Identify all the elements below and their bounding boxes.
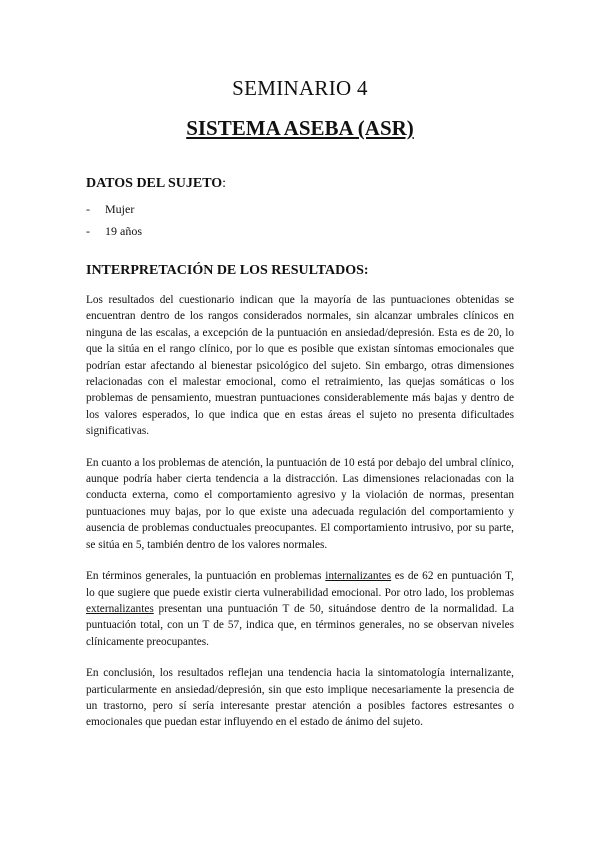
results-heading: INTERPRETACIÓN DE LOS RESULTADOS: [86, 263, 369, 278]
subject-data-heading [86, 176, 226, 192]
paragraph-overview: Los resultados del cuestionario indican que la mayoría de las puntuaciones obtenidas se encuentran dentro de los rangos considerados normales, sin alcanzar umbrales clínicos en ninguna de las escalas, a excepción de la puntuación en ansiedad/depresión. Esta es de 20, lo que la sitúa en el rango clínico, por lo que es posible que existan síntomas emocionales que podrían estar afectando al bienestar psicológico del sujeto. Sin embargo, otras dimensiones relacionadas con el malestar emocional, como el retraimiento, las quejas somáticas o los problemas de pensamiento, muestran puntuaciones considerablemente más bajas y dentro de los valores esperados, lo que indica que en estas áreas el sujeto no presenta dificultades significativas. [86, 294, 514, 438]
list-bullet: - [86, 202, 90, 216]
internalizing-term: internalizantes [325, 570, 392, 583]
externalizing-term: externalizantes [86, 602, 154, 615]
subject-age: 19 años [105, 224, 142, 238]
list-bullet: - [86, 224, 90, 238]
subject-heading-colon: : [222, 176, 227, 191]
paragraph-general-part-2: es de 62 en puntuación T, lo que sugiere que puede existir cierta vulnerabilidad emocional. Por otro lado, los problemas [86, 570, 514, 599]
paragraph-general [86, 568, 514, 650]
subject-heading-text: DATOS DEL SUJETO [86, 176, 223, 191]
paragraph-attention: En cuanto a los problemas de atención, la puntuación de 10 está por debajo del umbral clínico, aunque podría haber cierta tendencia a la distracción. Las dimensiones relacionadas con la conducta externa, como el comportamiento agresivo y la violación de normas, presentan puntuaciones muy bajas, por lo que existe una adecuada regulación del comportamiento y ausencia de problemas conductuales preocupantes. El comportamiento intrusivo, por su parte, se sitúa en 5, también dentro de los valores normales. [86, 456, 514, 551]
subject-sex: Mujer [105, 202, 135, 216]
paragraph-general-part-3: presentan una puntuación T de 50, situándose dentro de la normalidad. La puntuación total, con un T de 57, indica que, en términos generales, no se observan niveles clínicamente preocupantes. [86, 602, 514, 648]
seminar-heading: SEMINARIO 4 [232, 76, 368, 100]
paragraph-conclusion: En conclusión, los resultados reflejan una tendencia hacia la sintomatología internalizante, particularmente en ansiedad/depresión, sin que esto implique necesariamente la presencia de un trastorno, pero sí sería interesante prestar atención a posibles factores estresantes o emocionales que puedan estar influyendo en el estado de ánimo del sujeto. [86, 667, 514, 729]
list-item [86, 223, 142, 245]
results-body [86, 292, 514, 746]
paragraph-general-part-1: En términos generales, la puntuación en problemas [86, 570, 326, 583]
list-item [86, 201, 142, 223]
subject-data-list [86, 201, 142, 245]
document-title: SISTEMA ASEBA (ASR) [186, 116, 414, 140]
